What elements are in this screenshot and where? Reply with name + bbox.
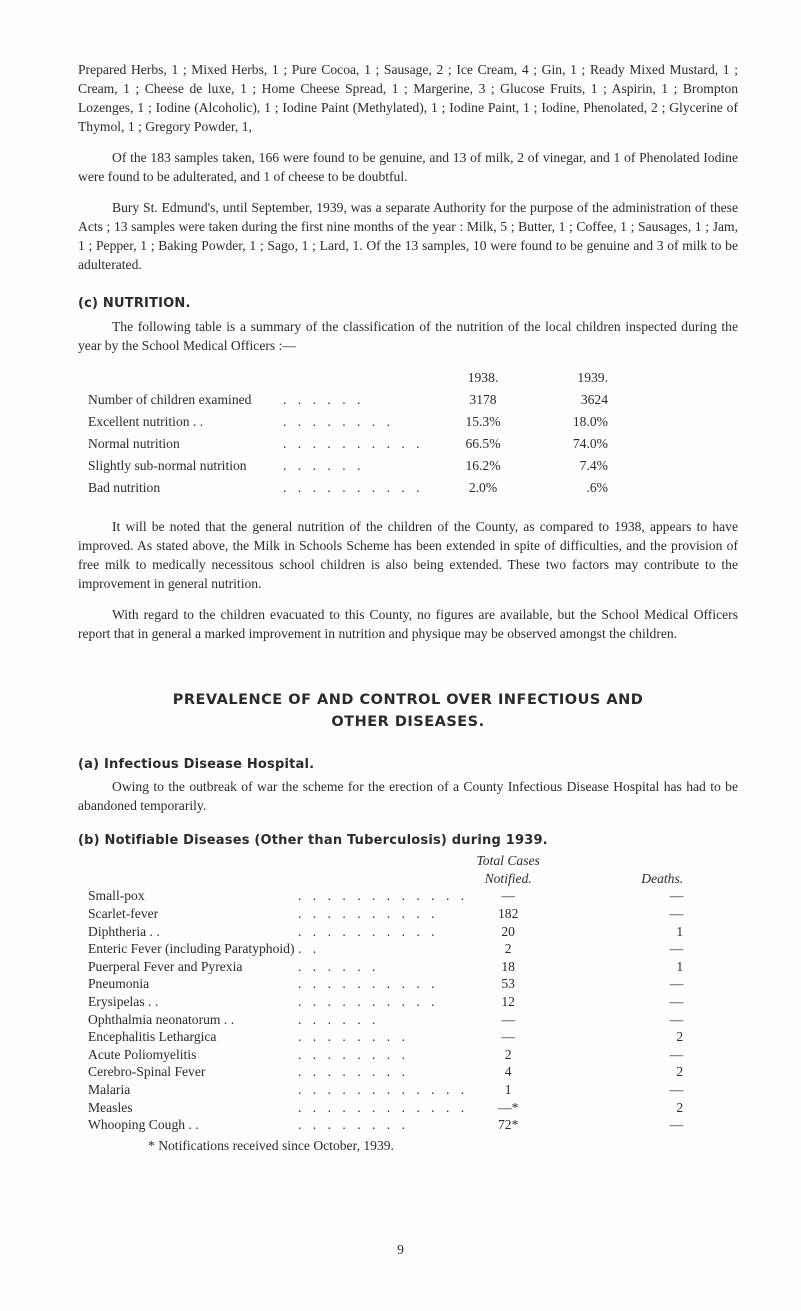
nutrition-table (88, 363, 608, 497)
bury-paragraph: Bury St. Edmund's, until September, 1939, was a separate Authority for the purpose of the administration of these Acts ; 13 samples were taken during the first nine months of the year : Milk, 5 ; Butter, 1 ; Coffee, 1 ; Sausages, 1 ; Jam, 1 ; Pepper, 1 ; Baking Powder, 1 ; Sago, 1 ; Lard, 1. Of the 13 samples, 10 were found to be genuine and 3 of milk to be adulterated. (78, 200, 738, 272)
leader-dots: . . . . . . . . (283, 414, 394, 429)
nutrition-year-row (88, 363, 608, 387)
leader-dots: . . . . . . . . . . (283, 480, 424, 495)
notifiable-diseases-table (88, 852, 683, 1134)
cases-value: 20 (501, 923, 515, 939)
samples-paragraph: Of the 183 samples taken, 166 were found to be genuine, and 13 of milk, 2 of vinegar, and 1 of Phenolated Iodine were found to be adulterated, and 1 of cheese to be doubtful. (78, 150, 738, 184)
nutrition-intro: The following table is a summary of the classification of the nutrition of the local children inspected during the year by the School Medical Officers :— (78, 319, 738, 353)
page-number: 9 (397, 1242, 404, 1257)
row-label: Bad nutrition (88, 480, 161, 495)
disease-label: Scarlet-fever (88, 906, 159, 922)
leader-dots: . . . . . . . . . . (298, 994, 439, 1010)
disease-label: Ophthalmia neonatorum . . (88, 1011, 235, 1027)
value-1939: 18.0% (572, 414, 608, 429)
year-1939: 1939. (577, 370, 608, 385)
table-row (88, 1116, 683, 1134)
value-1939: 7.4% (579, 458, 608, 473)
table-row (88, 940, 683, 958)
disease-label: Small-pox (88, 888, 145, 904)
intro-paragraph: Prepared Herbs, 1 ; Mixed Herbs, 1 ; Pure Cocoa, 1 ; Sausage, 2 ; Ice Cream, 4 ; Gin, 1 ; Ready Mixed Mustard, 1 ; Cream, 1 ; Cheese de luxe, 1 ; Home Cheese Spread, 1 ; Margerine, 3 ; Glucose Fruits, 1 ; Aspirin, 1 ; Brompton Lozenges, 1 ; Iodine (Alcoholic), 1 ; Iodine Paint (Methylated), 1 ; Iodine Paint, 1 ; Iodine, Phenolated, 2 ; Glycerine of Thymol, 1 ; Gregory Powder, 1, (78, 62, 738, 134)
footnote: * Notifications received since October, 1939. (148, 1137, 394, 1153)
value-1938: 66.5% (465, 436, 501, 451)
table-row (88, 409, 608, 431)
leader-dots: . . . . . . (298, 958, 380, 974)
cases-value: 72* (497, 1117, 519, 1133)
cases-value: — (501, 1029, 515, 1045)
cases-value: — (501, 1011, 515, 1027)
table-row (88, 431, 608, 453)
cases-value: 1 (504, 1082, 512, 1098)
nutrition-para-2: With regard to the children evacuated to this County, no figures are available, but the School Medical Officers report that in general a marked improvement in nutrition and physique may be observed amongst the children. (78, 607, 738, 641)
table-row (88, 1081, 683, 1099)
leader-dots: . . . . . . . . . . (298, 923, 439, 939)
deaths-value: — (669, 1011, 684, 1027)
header-row (88, 852, 683, 870)
leader-dots: . . . . . . (283, 458, 365, 473)
table-row (88, 475, 608, 497)
disease-label: Acute Poliomyelitis (88, 1046, 197, 1062)
table-row (88, 922, 683, 940)
cases-value: —* (497, 1099, 519, 1115)
leader-dots: . . . . . . (298, 1011, 380, 1027)
cases-header-line-1: Total Cases (476, 853, 540, 869)
deaths-value: — (669, 1117, 684, 1133)
table-row (88, 975, 683, 993)
leader-dots: . . . . . . . . . . . . (298, 1082, 469, 1098)
value-1938: 3178 (469, 392, 497, 407)
disease-label: Measles (88, 1099, 133, 1115)
cases-value: 4 (504, 1064, 512, 1080)
prevalence-heading-line-2: OTHER DISEASES. (331, 714, 485, 730)
deaths-value: 2 (676, 1064, 684, 1080)
deaths-value: 2 (676, 1029, 684, 1045)
notifiable-heading: (b) Notifiable Diseases (Other than Tuberculosis) during 1939. (78, 833, 548, 848)
disease-label: Cerebro-Spinal Fever (88, 1064, 206, 1080)
cases-value: 18 (501, 958, 515, 974)
table-row (88, 1098, 683, 1116)
deaths-value: — (669, 906, 684, 922)
header-row (88, 870, 683, 888)
year-1938: 1938. (467, 370, 499, 385)
leader-dots: . . . . . . . . . . . . (298, 888, 469, 904)
deaths-value: — (669, 941, 684, 957)
table-row (88, 387, 608, 409)
table-row (88, 1010, 683, 1028)
deaths-header: Deaths. (641, 870, 684, 886)
deaths-value: — (669, 994, 684, 1010)
cases-header-line-2: Notified. (484, 870, 532, 886)
table-row (88, 1028, 683, 1046)
cases-value: 12 (501, 994, 515, 1010)
deaths-value: 2 (676, 1099, 684, 1115)
value-1938: 15.3% (465, 414, 501, 429)
row-label: Slightly sub-normal nutrition (88, 458, 247, 473)
deaths-value: — (669, 976, 684, 992)
prevalence-heading-line-1: PREVALENCE OF AND CONTROL OVER INFECTIOUS AND (172, 692, 644, 708)
value-1938: 16.2% (465, 458, 501, 473)
leader-dots: . . . . . . . . (298, 1046, 409, 1062)
prevalence-heading (78, 689, 738, 733)
row-label: Excellent nutrition . . (88, 414, 204, 429)
table-row (88, 1063, 683, 1081)
row-label: Normal nutrition (88, 436, 180, 451)
leader-dots: . . (298, 941, 321, 957)
leader-dots: . . . . . . . . . . . . (298, 1099, 469, 1115)
cases-value: 53 (501, 976, 515, 992)
leader-dots: . . . . . . . . . . (298, 976, 439, 992)
deaths-value: 1 (676, 923, 684, 939)
disease-label: Diphtheria . . (88, 923, 160, 939)
leader-dots: . . . . . . (283, 392, 365, 407)
table-row (88, 958, 683, 976)
deaths-value: — (669, 1082, 684, 1098)
disease-label: Encephalitis Lethargica (88, 1029, 217, 1045)
disease-label: Enteric Fever (including Paratyphoid) (88, 941, 295, 957)
deaths-value: 1 (676, 958, 684, 974)
nutrition-heading: (c) NUTRITION. (78, 296, 191, 311)
row-label: Number of children examined (88, 392, 252, 407)
hospital-text: Owing to the outbreak of war the scheme for the erection of a County Infectious Disease Hospital has had to be abandoned temporarily. (78, 779, 738, 813)
deaths-value: — (669, 888, 684, 904)
document-page (78, 60, 738, 1155)
cases-value: 182 (497, 906, 519, 922)
table-row (88, 993, 683, 1011)
leader-dots: . . . . . . . . (298, 1029, 409, 1045)
leader-dots: . . . . . . . . . . (298, 906, 439, 922)
value-1939: 3624 (580, 392, 608, 407)
cases-value: 2 (504, 941, 512, 957)
cases-value: 2 (504, 1046, 512, 1062)
disease-label: Malaria (88, 1082, 131, 1098)
disease-label: Whooping Cough . . (88, 1117, 199, 1133)
table-row (88, 453, 608, 475)
value-1939: 74.0% (572, 436, 608, 451)
leader-dots: . . . . . . . . (298, 1117, 409, 1133)
cases-value: — (501, 888, 515, 904)
leader-dots: . . . . . . . . . . (283, 436, 424, 451)
deaths-value: — (669, 1046, 684, 1062)
table-row (88, 1046, 683, 1064)
disease-label: Puerperal Fever and Pyrexia (88, 958, 243, 974)
table-row (88, 905, 683, 923)
value-1939: .6% (586, 480, 608, 495)
value-1938: 2.0% (468, 480, 498, 495)
nutrition-para-1: It will be noted that the general nutrition of the children of the County, as compared to 1938, appears to have improved. As stated above, the Milk in Schools Scheme has been extended in spite of difficulties, and the provision of free milk to medically necessitous school children is also being extended. These two factors may contribute to the improvement in general nutrition. (78, 519, 738, 591)
leader-dots: . . . . . . . . (298, 1064, 409, 1080)
disease-label: Pneumonia (88, 976, 150, 992)
hospital-heading: (a) Infectious Disease Hospital. (78, 757, 315, 772)
disease-label: Erysipelas . . (88, 994, 159, 1010)
table-row (88, 887, 683, 905)
